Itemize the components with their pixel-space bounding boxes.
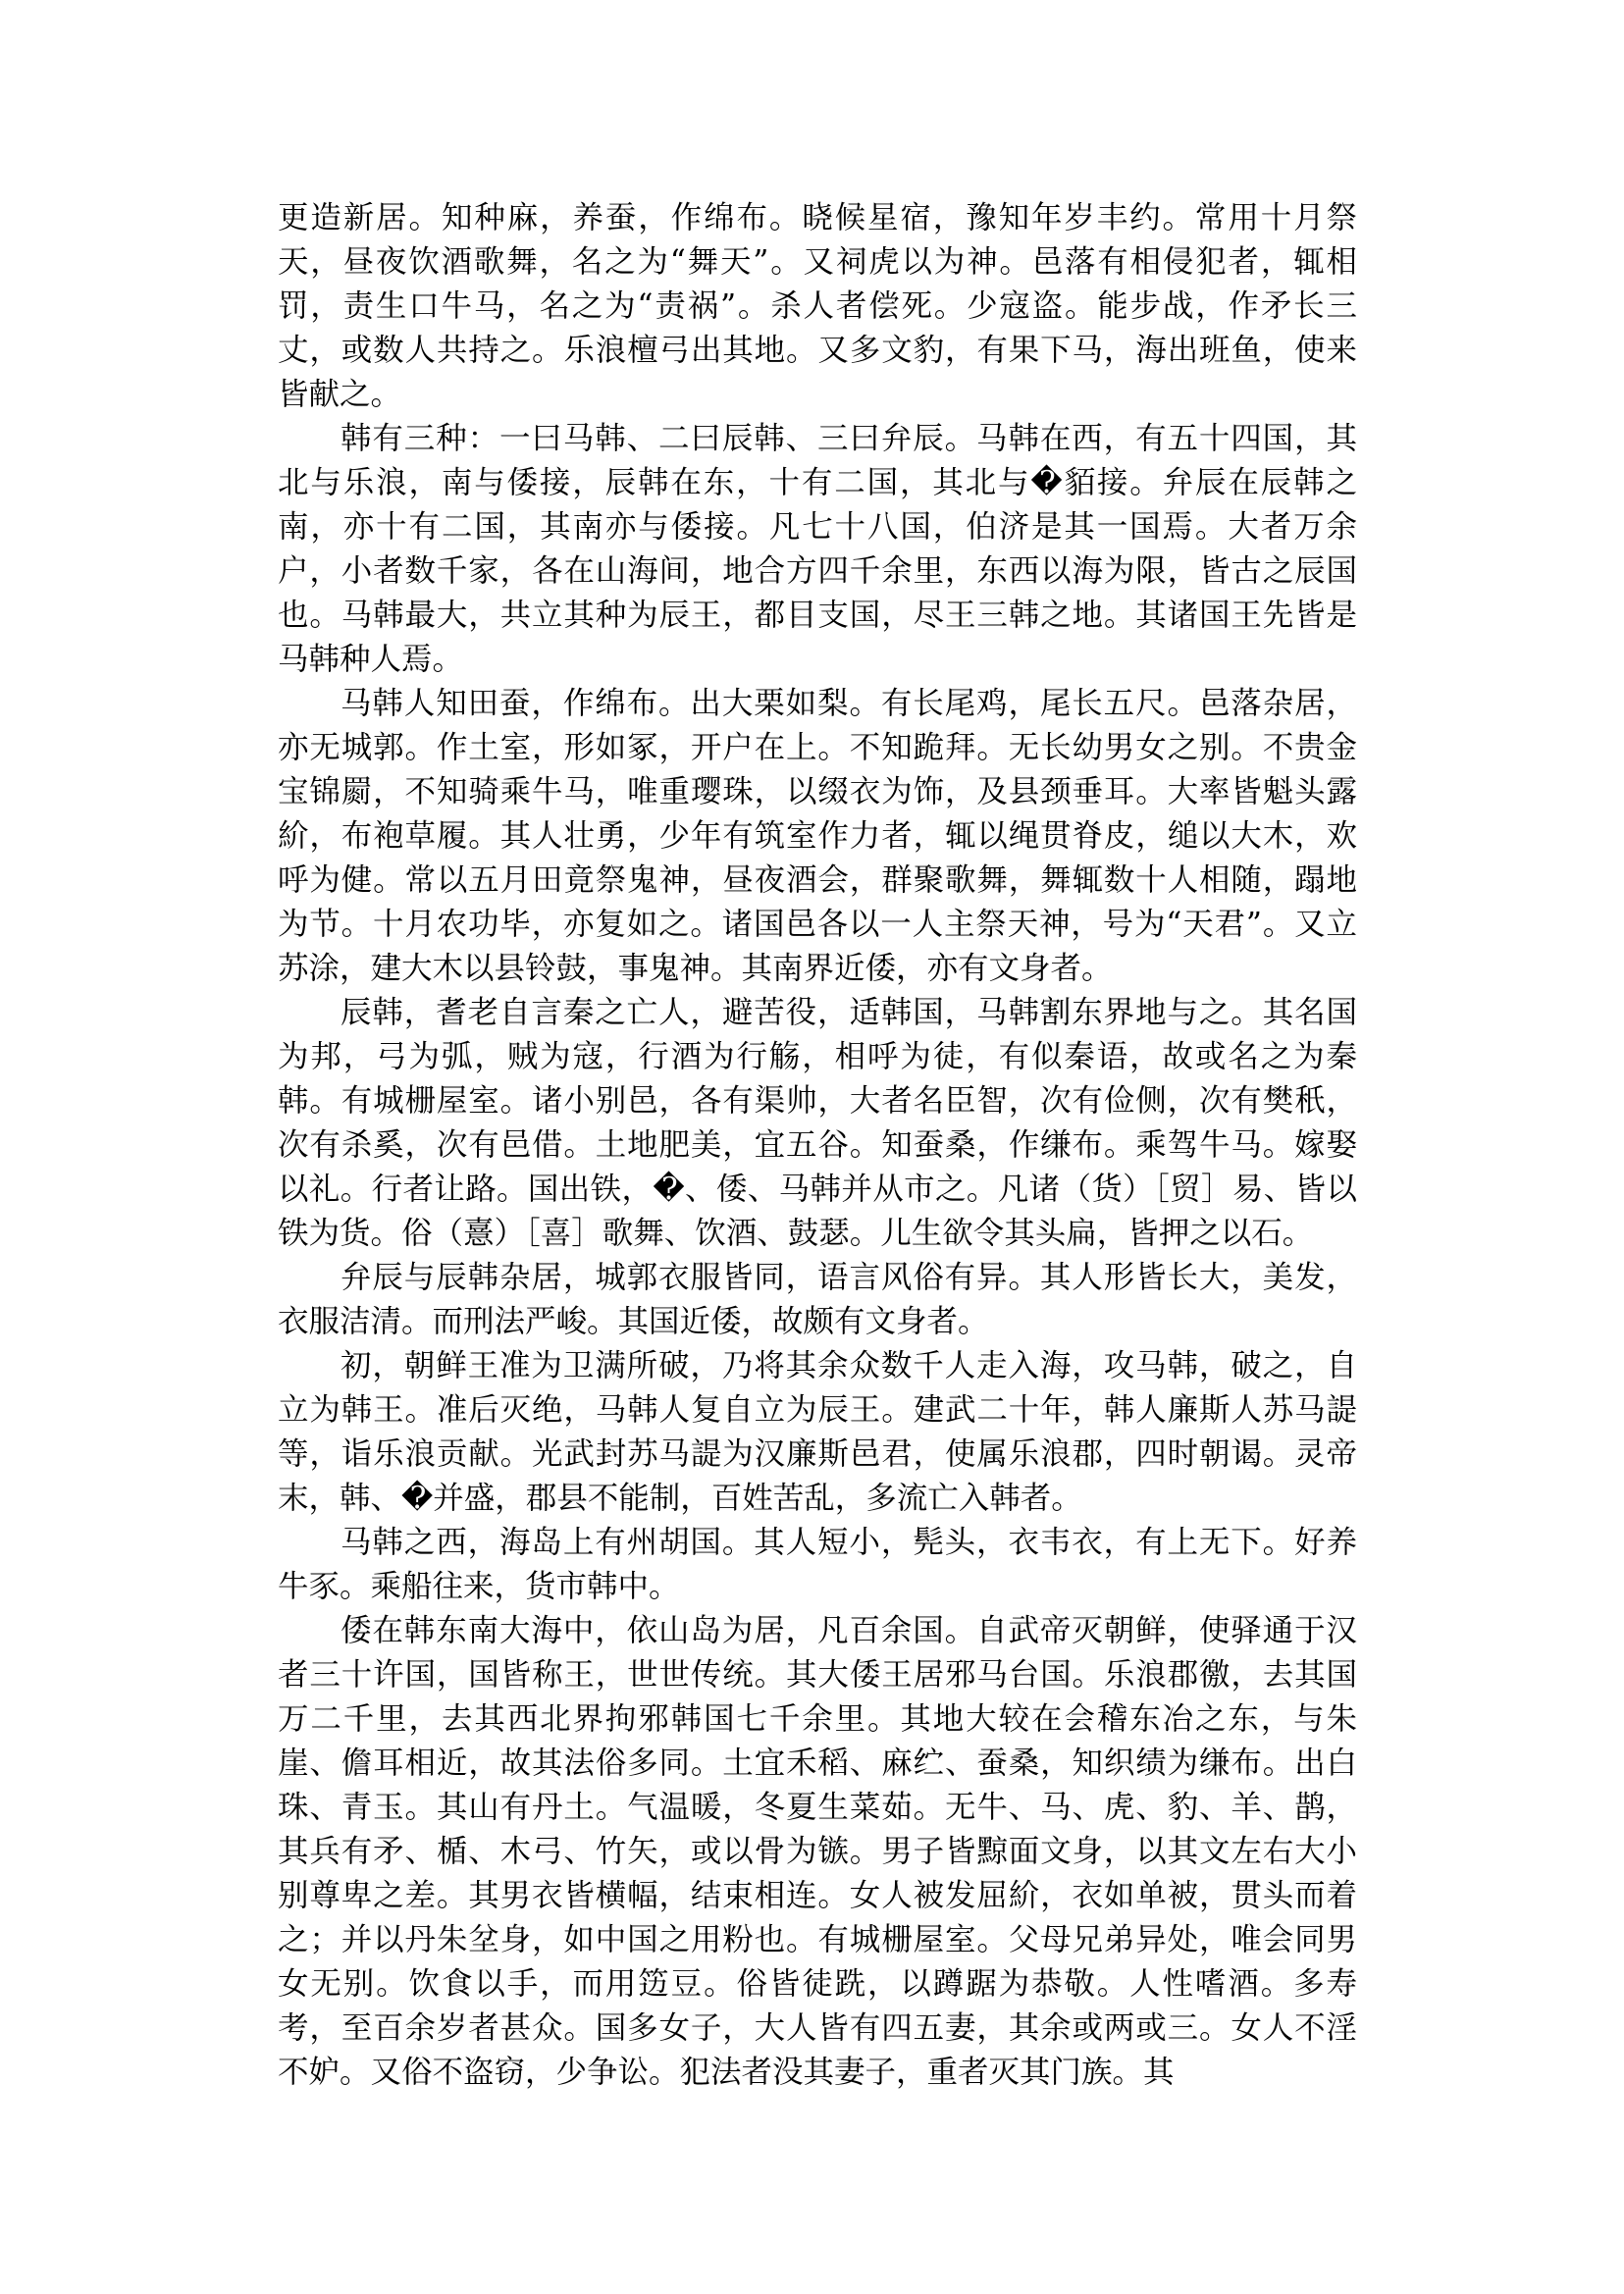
- paragraph-continued: 更造新居。知种麻，养蚕，作绵布。晓候星宿，豫知年岁丰约。常用十月祭天，昼夜饮酒歌舞，名之为“舞天”。又祠虎以为神。邑落有相侵犯者，辄相罚，责生口牛马，名之为“责祸”。杀人者偿死。少寇盗。能步战，作矛长三丈，或数人共持之。乐浪檀弓出其地。又多文豹，有果下马，海出班鱼，使来皆献之。: [278, 200, 1357, 412]
- paragraph-juhu-state: 马韩之西，海岛上有州胡国。其人短小，髡头，衣韦衣，有上无下。好养牛豕。乘船往来，货市韩中。: [278, 1525, 1357, 1604]
- paragraph-han-three-kinds: 韩有三种：一曰马韩、二曰辰韩、三曰弁辰。马韩在西，有五十四国，其北与乐浪，南与倭接，辰韩在东，十有二国，其北与�貊接。弁辰在辰韩之南，亦十有二国，其南亦与倭接。凡七十八国，伯济是其一国焉。大者万余户，小者数千家，各在山海间，地合方四千余里，东西以海为限，皆古之辰国也。马韩最大，共立其种为辰王，都目支国，尽王三韩之地。其诸国王先皆是马韩种人焉。: [278, 421, 1357, 677]
- paragraph-wa: 倭在韩东南大海中，依山岛为居，凡百余国。自武帝灭朝鲜，使驿通于汉者三十许国，国皆称王，世世传统。其大倭王居邪马台国。乐浪郡徼，去其国万二千里，去其西北界拘邪韩国七千余里。其地大较在会稽东冶之东，与朱崖、儋耳相近，故其法俗多同。土宜禾稻、麻纻、蚕桑，知织绩为缣布。出白珠、青玉。其山有丹土。气温暖，冬夏生菜茹。无牛、马、虎、豹、羊、鹊，其兵有矛、楯、木弓、竹矢，或以骨为镞。男子皆黥面文身，以其文左右大小别尊卑之差。其男衣皆横幅，结束相连。女人被发屈紒，衣如单被，贯头而着之；并以丹朱坌身，如中国之用粉也。有城栅屋室。父母兄弟异处，唯会同男女无别。饮食以手，而用笾豆。俗皆徒跣，以蹲踞为恭敬。人性嗜酒。多寿考，至百余岁者甚众。国多女子，大人皆有四五妻，其余或两或三。女人不淫不妒。又俗不盗窃，少争讼。犯法者没其妻子，重者灭其门族。其: [278, 1613, 1357, 2090]
- document-page: [278, 196, 1357, 2095]
- paragraph-joseon-king: 初，朝鲜王准为卫满所破，乃将其余众数千人走入海，攻马韩，破之，自立为韩王。准后灭绝，马韩人复自立为辰王。建武二十年，韩人廉斯人苏马諟等，诣乐浪贡献。光武封苏马諟为汉廉斯邑君，使属乐浪郡，四时朝谒。灵帝末，韩、�并盛，郡县不能制，百姓苦乱，多流亡入韩者。: [278, 1348, 1357, 1516]
- paragraph-mahan-customs: 马韩人知田蚕，作绵布。出大栗如梨。有长尾鸡，尾长五尺。邑落杂居，亦无城郭。作土室，形如冢，开户在上。不知跪拜。无长幼男女之别。不贵金宝锦罽，不知骑乘牛马，唯重璎珠，以缀衣为饰，及县颈垂耳。大率皆魁头露紒，布袍草履。其人壮勇，少年有筑室作力者，辄以绳贯脊皮，缒以大木，欢呼为健。常以五月田竟祭鬼神，昼夜酒会，群聚歌舞，舞辄数十人相随，蹋地为节。十月农功毕，亦复如之。诸国邑各以一人主祭天神，号为“天君”。又立苏涂，建大木以县铃鼓，事鬼神。其南界近倭，亦有文身者。: [278, 686, 1357, 986]
- paragraph-jinhan: 辰韩，耆老自言秦之亡人，避苦役，适韩国，马韩割东界地与之。其名国为邦，弓为弧，贼为寇，行酒为行觞，相呼为徒，有似秦语，故或名之为秦韩。有城栅屋室。诸小别邑，各有渠帅，大者名臣智，次有俭侧，次有樊秖，次有杀奚，次有邑借。土地肥美，宜五谷。知蚕桑，作缣布。乘驾牛马。嫁娶以礼。行者让路。国出铁，�、倭、马韩并从市之。凡诸（货）［贸］易、皆以铁为货。俗（憙）［喜］歌舞、饮酒、鼓瑟。儿生欲令其头扁，皆押之以石。: [278, 995, 1357, 1251]
- paragraph-byeonjin: 弁辰与辰韩杂居，城郭衣服皆同，语言风俗有异。其人形皆长大，美发，衣服洁清。而刑法严峻。其国近倭，故颇有文身者。: [278, 1260, 1357, 1339]
